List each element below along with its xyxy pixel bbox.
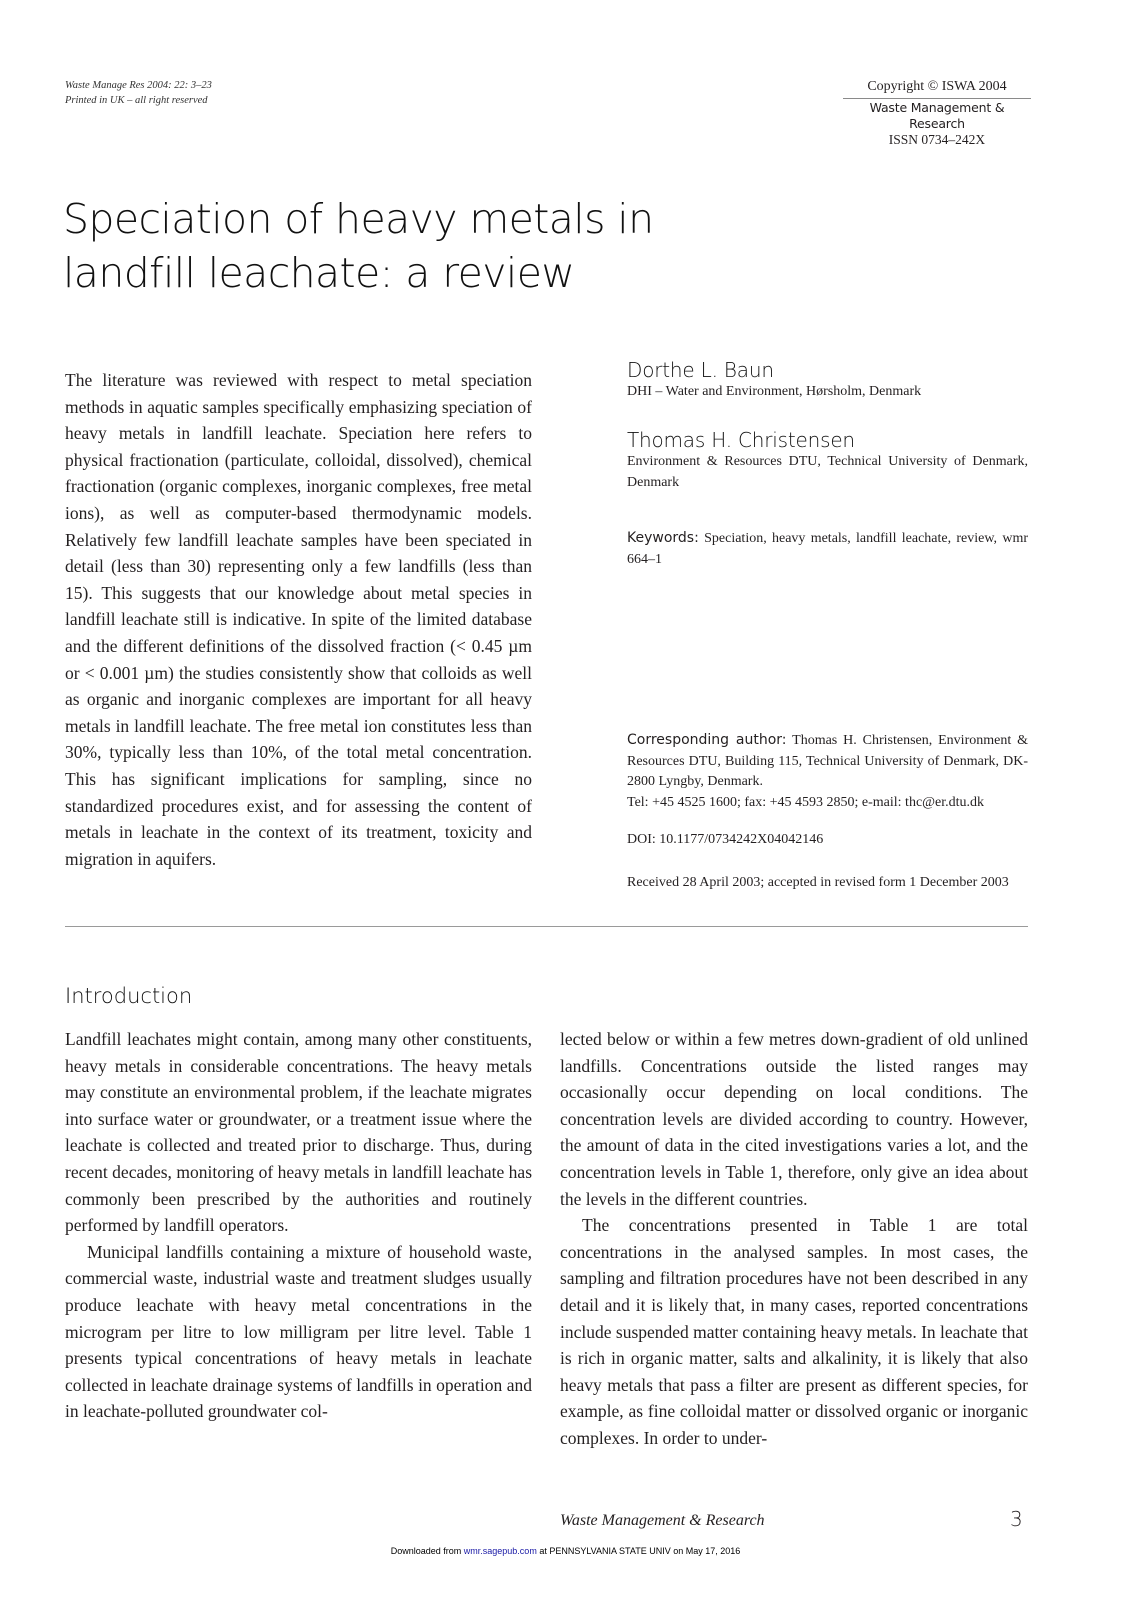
keywords: [627, 528, 1028, 570]
download-suffix: at PENNSYLVANIA STATE UNIV on May 17, 2016: [536, 1546, 741, 1556]
download-prefix: Downloaded from: [390, 1546, 464, 1556]
paragraph: lected below or within a few metres down-gradient of old unlined landfills. Concentrations outside the listed ranges may occasionally occur depending on local conditions. The concentration levels are divided according to country. However, the amount of data in the cited investigations varies a lot, and the concentration levels in Table 1, therefore, only give an idea about the levels in the different countries.: [560, 1029, 1028, 1209]
printed-note: Printed in UK – all right reserved: [65, 95, 208, 106]
abstract: The literature was reviewed with respect to metal speciation methods in aquatic samples specifically emphasizing speciation of heavy metals in landfill leachate. Speciation here refers to physical fractionation (particulate, colloidal, dissolved), chemical fractionation (organic complexes, inorganic complexes, free metal ions), as well as computer-based thermodynamic models. Relatively few landfill leachate samples have been speciated in detail (less than 30) representing only a few landfills (less than 15). This suggests that our knowledge about metal species in landfill leachate still is indicative. In spite of the limited database and the different definitions of the dissolved fraction (< 0.45 µm or < 0.001 µm) the studies consistently show that colloids as well as organic and inorganic complexes are important for all heavy metals in landfill leachate. The free metal ion constitutes less than 30%, typically less than 10%, of the total metal concentration. This has significant implications for sampling, since no standardized procedures exist, and for assessing the content of metals in leachate in the context of its treatment, toxicity and migration in aquifers.: [65, 370, 532, 869]
corresponding-text: Thomas H. Christensen, Environment & Resources DTU, Building 115, Technical University of Denmark, DK-2800 Lyngby, Denmark.: [627, 733, 1029, 789]
paragraph: The concentrations presented in Table 1 are total concentrations in the analysed samples. In most cases, the sampling and filtration procedures have not been described in any detail and it is likely that, in many cases, reported concentrations include suspended matter containing heavy metals. In leachate that is rich in organic matter, salts and alkalinity, it is likely that also heavy metals that pass a filter are present as different species, for example, as fine colloidal matter or dissolved organic or inorganic complexes. In order to under-: [560, 1215, 1028, 1448]
section-divider: [65, 926, 1028, 927]
corresponding-author: [627, 730, 1028, 813]
body-column-left: [65, 1026, 532, 1425]
running-header-left: [65, 78, 212, 108]
title-line-2: landfill leachate: a review: [63, 249, 575, 297]
doi: DOI: 10.1177/0734242X04042146: [627, 832, 824, 847]
keywords-label: Keywords:: [627, 530, 699, 546]
download-link[interactable]: wmr.sagepub.com: [463, 1546, 537, 1556]
page-number: 3: [1010, 1507, 1023, 1531]
copyright-line: Copyright © ISWA 2004: [867, 79, 1007, 94]
keywords-text: Speciation, heavy metals, landfill leachate, review, wmr 664–1: [627, 531, 1029, 567]
footer-journal-name: Waste Management & Research: [560, 1512, 765, 1529]
journal-reference: Waste Manage Res 2004: 22: 3–23: [65, 80, 212, 91]
section-heading: Introduction: [65, 984, 193, 1008]
issn-line: ISSN 0734–242X: [888, 132, 986, 147]
body-column-right: [560, 1026, 1028, 1452]
title-line-1: Speciation of heavy metals in: [63, 195, 654, 243]
paragraph: Municipal landfills containing a mixture of household waste, commercial waste, industrial waste and treatment sludges usually produce leachate with heavy metal concentrations in the microgram per litre to low milligram per litre level. Table 1 presents typical concentrations of heavy metals in leachate collected in leachate drainage systems of landfills in operation and in leachate-polluted groundwater col-: [65, 1241, 532, 1422]
journal-name: Waste Management & Research: [843, 98, 1031, 132]
author-1: [627, 358, 1028, 403]
received-dates: Received 28 April 2003; accepted in revised form 1 December 2003: [627, 875, 1009, 890]
author-affiliation: DHI – Water and Environment, Hørsholm, Denmark: [627, 384, 922, 399]
author-name: Dorthe L. Baun: [627, 358, 774, 382]
paragraph: Landfill leachates might contain, among many other constituents, heavy metals in considerable concentrations. The heavy metals may constitute an environmental problem, if the leachate migrates into surface water or groundwater, or a treatment issue where the leachate is collected and treated prior to discharge. Thus, during recent decades, monitoring of heavy metals in landfill leachate has commonly been prescribed by the authorities and routinely performed by landfill operators.: [65, 1029, 532, 1236]
author-2: [627, 428, 1028, 493]
author-name: Thomas H. Christensen: [627, 428, 855, 452]
author-affiliation: Environment & Resources DTU, Technical University of Denmark, Denmark: [627, 454, 1028, 490]
contact-line: Tel: +45 4525 1600; fax: +45 4593 2850; e-mail: thc@er.dtu.dk: [627, 794, 985, 810]
download-notice: [0, 1546, 1131, 1556]
article-title: [63, 192, 683, 300]
running-header-right: [843, 78, 1031, 148]
corresponding-label: Corresponding author:: [627, 732, 787, 748]
